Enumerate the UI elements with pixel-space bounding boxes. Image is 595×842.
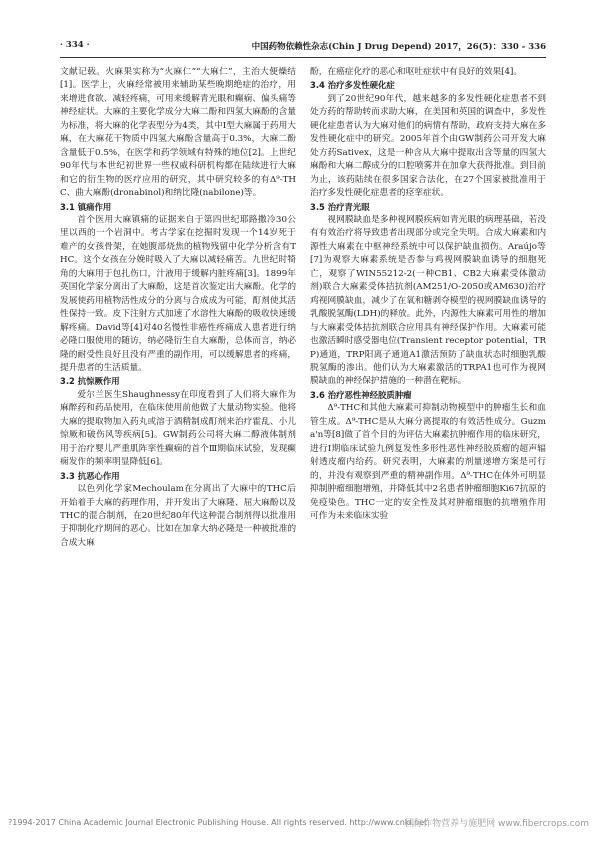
journal-citation: 中国药物依赖性杂志(Chin J Drug Depend) 2017，26(5)：330 - 336 [251, 42, 546, 52]
section-3-3-heading: 3.3 抗恶心作用 [60, 470, 120, 481]
watermark: 国际作物营养与施肥网 www.fibercrops.com [405, 819, 589, 829]
section-3-4-body: 到了20世纪90年代，越来越多的多发性硬化症患者不到处方药的帮助转而求助大麻，在美国和英国的调查中，多发性硬化症患者认为大麻对他们的病情有帮助，政府支持大麻在多发性硬化症中的研究。2005年首个由GW制药公司开发大麻处方药Sativex，这是一种含从大麻中提取出含等量的四氢大麻酚和大麻二醇成分的口腔喷雾并在加拿大获得批准。到目前为止，该药陆续在很多国家合法化，在27个国家被批准用于治疗多发性硬化症患者的痉挛症状。 [310, 93, 546, 199]
copyright-footer: ?1994-2017 China Academic Journal Electronic Publishing House. All rights reserved. http://www.cnki.net [8, 818, 428, 827]
page-number: · 334 · [60, 40, 90, 50]
right-column [310, 66, 546, 806]
section-3-1-heading: 3.1 镇痛作用 [60, 201, 112, 212]
left-column [60, 66, 296, 806]
section-3-6-heading: 3.6 治疗恶性神经胶质肿瘤 [310, 389, 412, 400]
continued-paragraph: 酚，在癌症化疗的恶心和呕吐症状中有良好的效果[4]。 [310, 67, 523, 77]
header-rule [60, 57, 546, 58]
section-3-6-body: Δ⁹-THC和其他大麻素可抑制动物模型中的肿瘤生长和血管生成。Δ⁹-THC是从大麻分离提取的有效活性成分。Guzma'n等[8]做了首个目的为评估大麻素抗肿瘤作用的临床研究，进行Ⅰ期临床试验九例复发性多形性恶性神经胶质瘤的超声辐射透皮瘤内给药。研究表明，大麻素的剂量递增方案是可行的，并没有观察到严重的精神副作用。Δ⁹-THC在体外可明显抑制肿瘤细胞增殖，并降低其中2名患者肿瘤细胞Ki67抗原的免疫染色。THC一定的安全性及其对肿瘤细胞的抗增殖作用可作为未来临床实验 [310, 403, 546, 521]
section-3-5-heading: 3.5 治疗青光眼 [310, 201, 370, 212]
section-3-4-heading: 3.4 治疗多发性硬化症 [310, 80, 395, 91]
section-3-5-body: 视网膜缺血是多种视网膜疾病如青光眼的病理基础，若没有有效治疗将导致患者出现部分或完全失明。合成大麻素和内源性大麻素在中枢神经系统中可以保护缺血损伤。Araújo等[7]为观察大麻素系统是否参与鸡视网膜缺血诱导的细胞死亡，观察了WIN55212-2(一种CB1、CB2大麻素受体激动剂)联合大麻素受体拮抗剂(AM251/O-2050或AM630)治疗鸡视网膜缺血，减少了在氧和糖剥夺模型的视网膜缺血诱导的乳酸脱氢酶(LDH)的释放。此外，内源性大麻素可用性的增加与大麻素受体拮抗剂联合应用具有神经保护作用。大麻素可能也激活瞬时感受器电位(Transient receptor potential，TRP)通道，TRP阳离子通道A1激活预防了缺血状态时细胞乳酸脱氢酶的渗出。他们认为大麻素激活的TRPA1也可作为视网膜缺血的神经保护措施的一种潜在靶标。 [310, 214, 546, 387]
section-3-2-heading: 3.2 抗惊厥作用 [60, 376, 120, 387]
running-header [60, 40, 546, 54]
intro-paragraph: 文献记载。火麻果实称为“火麻仁”“大麻仁”，主治大便燥结[1]。医学上，火麻经常被用来辅助某些晚期绝症的治疗，用来增进食欲、减轻疼痛，可用来缓解青光眼和癫痫、偏头痛等神经症状。大麻的主要化学成分大麻二酚和四氢大麻酚的含量为标准，将大麻的化学表型分为4类，其中Ⅰ型大麻属于药用大麻，在大麻花干物质中四氢大麻酚含量高于0.3%，大麻二酚含量低于0.5%，在医学和药学领域有特殊的地位[2]。上世纪90年代与本世纪初世界一些权威科研机构都在陆续进行大麻和它的衍生物的医疗应用的研究，其中研究较多的有Δ⁹-THC、曲大麻酚(dronabinol)和纳比隆(nabilone)等。 [60, 67, 296, 199]
section-3-2-body: 爱尔兰医生Shaughnessy在印度看到了人们将大麻作为麻醉药和药品使用，在临床使用前他做了大量动物实验。他将大麻的提取物加入药丸或溶于酒精制成酊剂来治疗霍乱、小儿惊厥和破伤风等疾病[5]。GW制药公司将大麻二醇液体制剂用于治疗婴儿严重肌阵挛性癫痫的首个Ⅲ期临床试验，发现癫痫发作的频率明显降低[6]。 [60, 389, 296, 468]
section-3-1-body: 首个医用大麻镇痛的证据来自于第四世纪耶路撒冷30公里以西的一个岩洞中。考古学家在挖掘时发现一个14岁死于难产的女孩骨架，在她腹部烧焦的植物残留中化学分析含有THC。这个女孩在分娩时吸入了大麻以减轻痛苦。九世纪时犄角的大麻用于包扎伤口，汁液用于缓解内脏疼痛[3]。1899年英国化学家分离出了大麻酚，这是首次鉴定出大麻酚。化学的发展使药用植物活性成分的分离与合成成为可能，酊剂使其活性保持一致。皮下注射方式加速了水溶性大麻酚的吸收快速缓解疼痛。David等[4]对40名慢性非癌性疼痛成人患者进行纳必隆口服使用的随访，纳必隆衍生自大麻酚，总体而言，纳必隆的耐受性良好且没有严重的副作用，可以缓解患者的疼痛，提升患者的生活质量。 [60, 214, 296, 373]
section-3-3-body: 以色列化学家Mechoulam在分离出了大麻中的THC后开始着手大麻的药理作用，并开发出了大麻隆、屈大麻酚以及THC的混合制剂，在20世纪80年代这种混合制剂得以批准用于抑制化疗期间的恶心。比如在加拿大纳必隆是一种被批准的合成大麻 [60, 484, 296, 548]
